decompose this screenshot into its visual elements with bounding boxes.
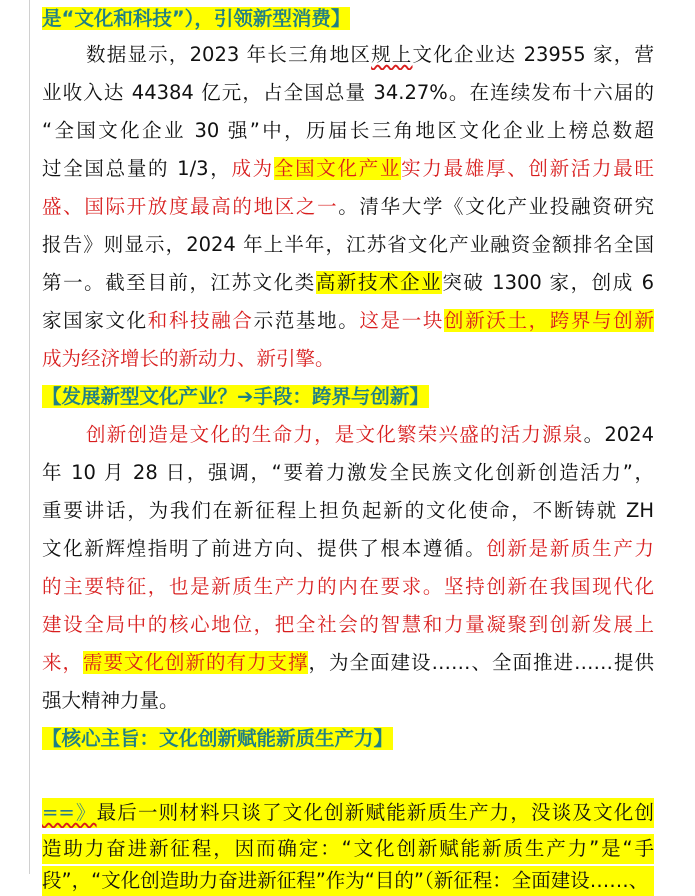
para2-line-1 bbox=[86, 420, 654, 450]
para2-line-5: 的主要特征，也是新质生产力的内在要求。坚持创新在我国现代化 bbox=[42, 575, 654, 598]
para1-red-text: 成为 bbox=[231, 157, 274, 180]
para1-text: 第一。截至目前，江苏文化类 bbox=[42, 271, 316, 294]
note-text: 最后一则材料只谈了文化创新赋能新质生产力，没谈及文化创 bbox=[96, 801, 654, 824]
para1-highlight-text: 全国文化产业 bbox=[273, 157, 402, 180]
para1-text: 家国家文化 bbox=[42, 309, 148, 332]
para2-line-4 bbox=[42, 534, 654, 564]
header-3-text: 【核心主旨：文化创新赋能新质生产力】 bbox=[42, 727, 394, 750]
para1-line-2: 业收入达 44384 亿元，占全国总量 34.27%。在连续发布十六届的 bbox=[42, 81, 654, 104]
para2-red-text: 来， bbox=[42, 651, 83, 674]
note-arrow-marker: ==》 bbox=[42, 801, 97, 824]
para1-line-7 bbox=[42, 268, 654, 298]
para2-highlight-text: 需要文化创新的有力支撑 bbox=[83, 651, 309, 674]
para1-text: 。清华大学《文化产业投融资研究 bbox=[338, 195, 654, 218]
para1-line-8 bbox=[42, 306, 654, 336]
para1-text: 过全国总量的 1/3， bbox=[42, 157, 232, 180]
para1-highlight-text: 创新沃土，跨界与创新 bbox=[444, 309, 654, 332]
para1-line-1 bbox=[86, 40, 654, 70]
header-2-part: 【发展新型文化产业？ bbox=[42, 385, 238, 408]
para1-line-9 bbox=[42, 344, 654, 374]
para2-line-3: 重要讲话，为我们在新征程上担负起新的文化使命，不断铸就 ZH bbox=[42, 499, 654, 522]
para1-red-text: 盛、国际开放度最高的地区之一 bbox=[42, 195, 339, 218]
para2-line-8: 强大精神力量。 bbox=[42, 689, 179, 712]
para1-text: 数据显示，2023 年长三角地区 bbox=[86, 43, 372, 66]
para1-highlight-text: 高新技术企业 bbox=[315, 271, 443, 294]
page-margin-line bbox=[29, 0, 30, 874]
para1-text: 突破 1300 家，创成 6 bbox=[442, 271, 654, 294]
para2-red-text: 创新创造是文化的生命力，是文化繁荣兴盛的活力源泉 bbox=[86, 423, 584, 446]
para2-red-text: 创新是新质生产力 bbox=[486, 537, 654, 560]
para1-line-3: “全国文化企业 30 强”中，历届长三角地区文化企业上榜总数超 bbox=[42, 119, 654, 142]
note-line-3: 段”，“文化创造助力奋进新征程”作为“目的”（新征程：全面建设……、 bbox=[42, 866, 654, 896]
para1-red-text: 成为经济增长的新动力、新引擎。 bbox=[42, 347, 335, 370]
para1-text: 文化企业达 23955 家，营 bbox=[412, 43, 654, 66]
para1-red-text: 和科技融合 bbox=[147, 309, 254, 332]
para1-text: 示范基地。 bbox=[253, 309, 360, 332]
header-1-text: 是“文化和科技”），引领新型消费】 bbox=[42, 7, 351, 30]
header-2-text bbox=[42, 385, 429, 408]
para1-line-6: 报告》则显示，2024 年上半年，江苏省文化产业融资金额排名全国 bbox=[42, 233, 654, 256]
para2-line-7 bbox=[42, 648, 654, 678]
para1-spellcheck-word: 规上 bbox=[371, 43, 413, 66]
para2-text: ，为全面建设……、全面推进……提供 bbox=[308, 651, 654, 674]
section-header-2 bbox=[42, 382, 654, 412]
para2-text: 。2024 bbox=[583, 423, 654, 446]
para2-text: 文化新辉煌指明了前进方向、提供了根本遵循。 bbox=[42, 537, 487, 560]
header-2-part: 手段：跨界与创新】 bbox=[253, 385, 429, 408]
para1-line-4 bbox=[42, 154, 654, 184]
note-line-1 bbox=[42, 798, 654, 828]
para1-line-5 bbox=[42, 192, 654, 222]
para1-red-text: 这是一块 bbox=[359, 309, 445, 332]
para2-line-2: 年 10 月 28 日，强调，“要着力激发全民族文化创新创造活力”， bbox=[42, 461, 654, 484]
para1-red-text: 实力最雄厚、创新活力最旺 bbox=[401, 157, 654, 180]
section-header-3 bbox=[42, 724, 654, 754]
arrow-right-icon: ➔ bbox=[237, 385, 254, 408]
para2-line-6: 建设全局中的核心地位，把全社会的智慧和力量凝聚到创新发展上 bbox=[42, 613, 654, 636]
section-header-1 bbox=[42, 4, 654, 34]
note-line-2: 造助力奋进新征程，因而确定：“文化创新赋能新质生产力”是“手 bbox=[42, 834, 654, 864]
